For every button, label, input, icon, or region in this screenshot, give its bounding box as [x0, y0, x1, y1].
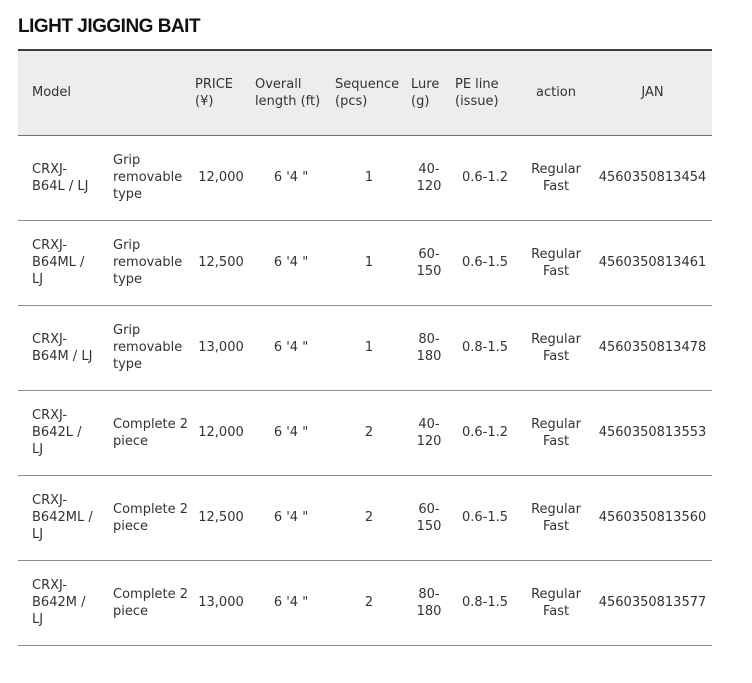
cell-length: 6 '4 "	[251, 305, 331, 390]
table-row	[18, 390, 712, 475]
col-header-price	[191, 50, 251, 136]
cell-lure: 80-180	[407, 560, 451, 645]
col-header-sequence	[331, 50, 407, 136]
cell-action: Regular Fast	[519, 135, 593, 220]
cell-price: 13,000	[191, 305, 251, 390]
cell-type: Grip removable type	[108, 220, 191, 305]
cell-action: Regular Fast	[519, 560, 593, 645]
cell-lure: 40-120	[407, 390, 451, 475]
cell-pe-line: 0.6-1.5	[451, 475, 519, 560]
cell-type: Complete 2 piece	[108, 390, 191, 475]
cell-sequence: 2	[331, 390, 407, 475]
page-title: LIGHT JIGGING BAIT	[18, 16, 201, 37]
cell-jan: 4560350813553	[593, 390, 712, 475]
cell-length: 6 '4 "	[251, 475, 331, 560]
col-header-sequence-label: Sequence (pcs)	[335, 76, 400, 109]
col-header-pe-line	[451, 50, 519, 136]
table-row	[18, 220, 712, 305]
col-header-action	[519, 50, 593, 136]
col-header-model	[18, 50, 108, 136]
cell-price: 12,000	[191, 135, 251, 220]
cell-action: Regular Fast	[519, 475, 593, 560]
cell-lure: 80-180	[407, 305, 451, 390]
cell-model: CRXJ-B64M / LJ	[18, 305, 108, 390]
cell-model: CRXJ-B642ML / LJ	[18, 475, 108, 560]
cell-type: Complete 2 piece	[108, 560, 191, 645]
spec-table	[18, 49, 712, 646]
cell-type: Grip removable type	[108, 135, 191, 220]
col-header-jan	[593, 50, 712, 136]
cell-lure: 60-150	[407, 220, 451, 305]
cell-pe-line: 0.6-1.2	[451, 135, 519, 220]
col-header-length-label: Overall length (ft)	[255, 76, 321, 109]
col-header-action-label: action	[535, 85, 576, 101]
cell-sequence: 2	[331, 475, 407, 560]
cell-pe-line: 0.6-1.2	[451, 390, 519, 475]
cell-type: Grip removable type	[108, 305, 191, 390]
col-header-lure	[407, 50, 451, 136]
cell-model: CRXJ-B64L / LJ	[18, 135, 108, 220]
cell-length: 6 '4 "	[251, 390, 331, 475]
cell-action: Regular Fast	[519, 220, 593, 305]
cell-lure: 60-150	[407, 475, 451, 560]
col-header-length	[251, 50, 331, 136]
cell-price: 12,500	[191, 220, 251, 305]
cell-sequence: 1	[331, 305, 407, 390]
col-header-type	[108, 50, 191, 136]
cell-model: CRXJ-B642L / LJ	[18, 390, 108, 475]
cell-sequence: 1	[331, 135, 407, 220]
cell-action: Regular Fast	[519, 305, 593, 390]
col-header-pe-line-label: PE line (issue)	[455, 76, 499, 109]
cell-jan: 4560350813454	[593, 135, 712, 220]
table-row	[18, 475, 712, 560]
col-header-jan-label: JAN	[641, 85, 664, 101]
cell-action: Regular Fast	[519, 390, 593, 475]
cell-lure: 40-120	[407, 135, 451, 220]
col-header-price-label: PRICE (¥)	[195, 76, 233, 109]
cell-length: 6 '4 "	[251, 560, 331, 645]
cell-jan: 4560350813560	[593, 475, 712, 560]
cell-price: 12,500	[191, 475, 251, 560]
cell-type: Complete 2 piece	[108, 475, 191, 560]
cell-jan: 4560350813461	[593, 220, 712, 305]
cell-price: 12,000	[191, 390, 251, 475]
table-row	[18, 305, 712, 390]
cell-model: CRXJ-B642M / LJ	[18, 560, 108, 645]
col-header-lure-label: Lure (g)	[411, 76, 440, 109]
cell-price: 13,000	[191, 560, 251, 645]
cell-length: 6 '4 "	[251, 220, 331, 305]
col-header-model-label: Model	[32, 85, 72, 101]
cell-length: 6 '4 "	[251, 135, 331, 220]
table-row	[18, 135, 712, 220]
cell-model: CRXJ-B64ML / LJ	[18, 220, 108, 305]
cell-pe-line: 0.8-1.5	[451, 560, 519, 645]
cell-jan: 4560350813478	[593, 305, 712, 390]
cell-sequence: 2	[331, 560, 407, 645]
table-row	[18, 560, 712, 645]
cell-pe-line: 0.8-1.5	[451, 305, 519, 390]
cell-jan: 4560350813577	[593, 560, 712, 645]
header-row	[18, 50, 712, 136]
cell-sequence: 1	[331, 220, 407, 305]
cell-pe-line: 0.6-1.5	[451, 220, 519, 305]
